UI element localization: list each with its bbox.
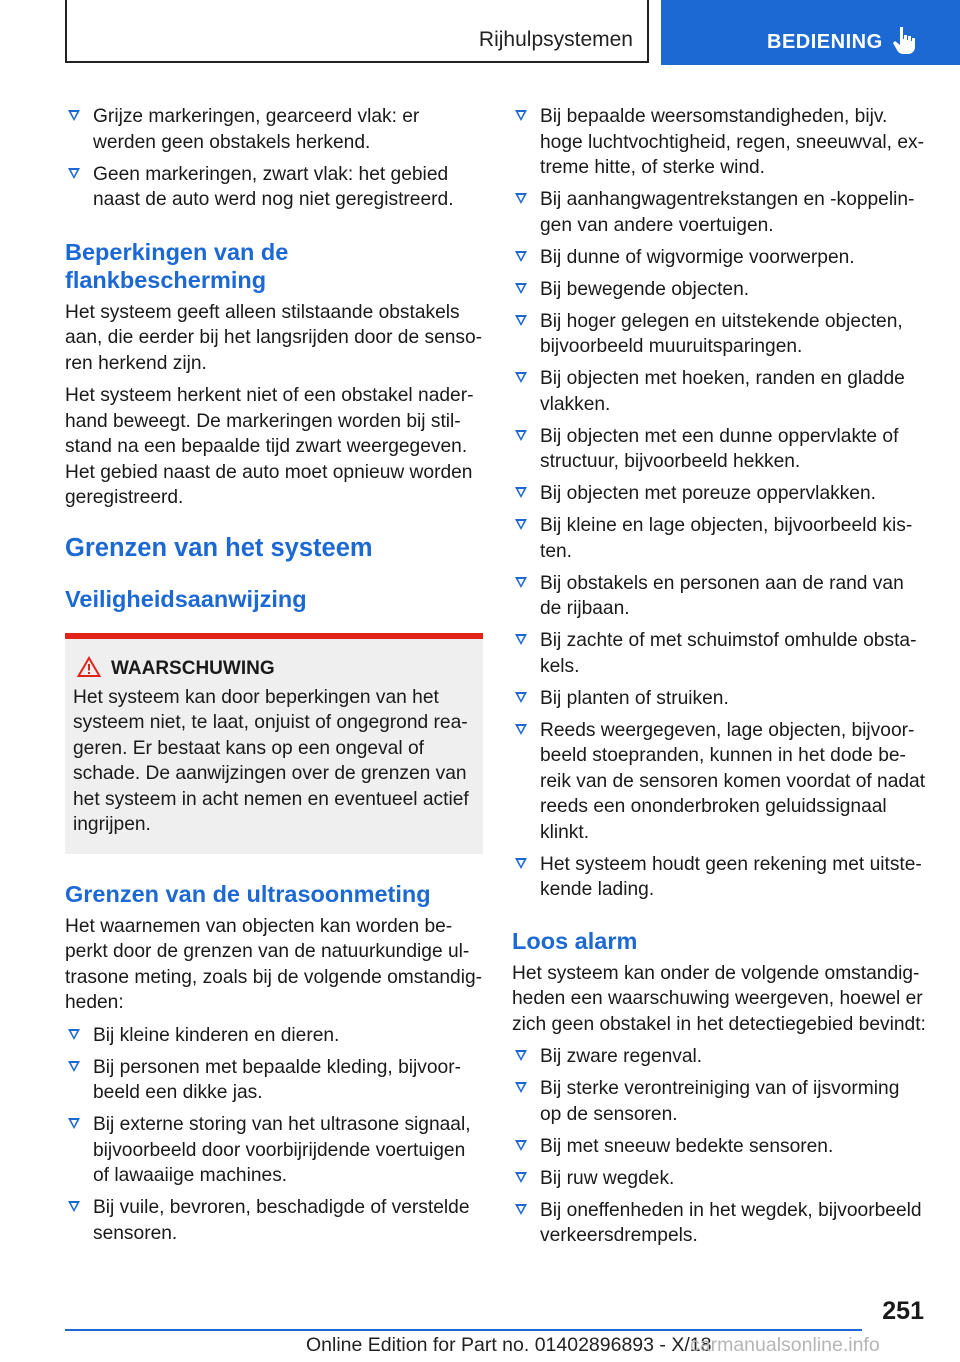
triangle-bullet-icon	[515, 724, 527, 735]
list-item: Bij ruw wegdek.	[512, 1166, 926, 1192]
list-item: Bij met sneeuw bedekte sensoren.	[512, 1134, 926, 1160]
loos-alarm-heading: Loos alarm	[512, 927, 638, 954]
triangle-bullet-icon	[515, 372, 527, 383]
list-item: Grijze markeringen, gearceerd vlak: er werden geen obstakels herkend.	[65, 104, 483, 155]
list-item: Bij obstakels en personen aan de rand van de rijbaan.	[512, 571, 926, 622]
list-item: Bij planten of struiken.	[512, 686, 926, 712]
list-item: Bij objecten met poreuze oppervlakken.	[512, 481, 926, 507]
triangle-bullet-icon	[68, 1061, 80, 1072]
list-item: Bij kleine en lage objecten, bijvoorbeeld kis-ten.	[512, 513, 926, 564]
ultra-list	[65, 1023, 483, 1247]
section-title: Rijhulpsystemen	[478, 28, 633, 51]
list-item: Het systeem houdt geen rekening met uitste-kende lading.	[512, 852, 926, 903]
list-item: Reeds weergegeven, lage objecten, bijvoor-beeld stoepranden, kunnen in het dode be-reik van de sensoren komen voordat of nadat reeds een ononderbroken geluidssignaal klinkt.	[512, 718, 926, 846]
marking-list	[65, 104, 483, 213]
veiligheid-heading: Veiligheidsaanwijzing	[65, 585, 307, 612]
ultra-heading: Grenzen van de ultrasoonmeting	[65, 880, 431, 907]
triangle-bullet-icon	[515, 1140, 527, 1151]
list-item: Bij externe storing van het ultrasone signaal, bijvoorbeeld door voorbijrijdende voertuigen of lawaaiige machines.	[65, 1112, 483, 1189]
chapter-tab	[661, 0, 960, 65]
loos-alarm-paragraph: Het systeem kan onder de volgende omstandig-heden een waarschuwing weergeven, hoewel er zich geen obstakel in het detectiegebied bevindt:	[512, 962, 926, 1035]
flank-heading: Beperkingen van de flankbescherming	[65, 238, 289, 293]
limitation-list	[512, 104, 926, 903]
list-item: Bij objecten met een dunne oppervlakte of structuur, bijvoorbeeld hekken.	[512, 424, 926, 475]
list-item: Bij zware regenval.	[512, 1044, 926, 1070]
hand-pointer-icon	[891, 25, 919, 55]
triangle-bullet-icon	[515, 577, 527, 588]
warning-text: Het systeem kan door beperkingen van het systeem niet, te laat, onjuist of ongegrond rea-geren. Er bestaat kans op een ongeval of schade. De aanwijzingen over de grenzen van het systeem in acht nemen en eventueel actief ingrijpen.	[73, 686, 469, 835]
grenzen-heading: Grenzen van het systeem	[65, 533, 373, 562]
triangle-bullet-icon	[515, 634, 527, 645]
loos-alarm-list	[512, 1044, 926, 1249]
warning-triangle-icon	[77, 656, 101, 678]
list-item: Bij kleine kinderen en dieren.	[65, 1023, 483, 1049]
triangle-bullet-icon	[515, 487, 527, 498]
watermark: carmanualsonline.info	[690, 1334, 880, 1356]
triangle-bullet-icon	[515, 858, 527, 869]
list-item: Bij dunne of wigvormige voorwerpen.	[512, 245, 926, 271]
footer-rule	[65, 1329, 862, 1331]
flank-paragraph-2: Het systeem herkent niet of een obstakel nader-hand beweegt. De markeringen worden bij stil-stand na een bepaalde tijd zwart weergegeven. Het gebied naast de auto moet opnieuw worden geregistreerd.	[65, 385, 474, 508]
triangle-bullet-icon	[515, 1204, 527, 1215]
triangle-bullet-icon	[515, 110, 527, 121]
triangle-bullet-icon	[68, 1201, 80, 1212]
list-item: Bij zachte of met schuimstof omhulde obsta-kels.	[512, 628, 926, 679]
list-item: Bij sterke verontreiniging van of ijsvorming op de sensoren.	[512, 1076, 926, 1127]
warning-box	[65, 633, 483, 854]
triangle-bullet-icon	[68, 1029, 80, 1040]
left-column	[65, 104, 483, 1253]
triangle-bullet-icon	[515, 519, 527, 530]
triangle-bullet-icon	[68, 110, 80, 121]
triangle-bullet-icon	[515, 430, 527, 441]
triangle-bullet-icon	[515, 193, 527, 204]
page-number: 251	[882, 1297, 924, 1325]
triangle-bullet-icon	[515, 1172, 527, 1183]
triangle-bullet-icon	[515, 1082, 527, 1093]
warning-title: WAARSCHUWING	[73, 657, 469, 681]
triangle-bullet-icon	[68, 168, 80, 179]
list-item: Bij personen met bepaalde kleding, bijvoor-beeld een dikke jas.	[65, 1055, 483, 1106]
list-item: Bij bewegende objecten.	[512, 277, 926, 303]
triangle-bullet-icon	[515, 315, 527, 326]
triangle-bullet-icon	[515, 1050, 527, 1061]
running-header-section	[65, 0, 649, 63]
triangle-bullet-icon	[68, 1118, 80, 1129]
list-item: Bij hoger gelegen en uitstekende objecten, bijvoorbeeld muuruitsparingen.	[512, 309, 926, 360]
ultra-paragraph: Het waarnemen van objecten kan worden be-perkt door de grenzen van de natuurkundige ul-trasone meting, zoals bij de volgende omstandig-heden:	[65, 915, 483, 1013]
list-item: Bij vuile, bevroren, beschadigde of verstelde sensoren.	[65, 1195, 483, 1246]
list-item: Bij aanhangwagentrekstangen en -koppelin-gen van andere voertuigen.	[512, 187, 926, 238]
triangle-bullet-icon	[515, 283, 527, 294]
triangle-bullet-icon	[515, 251, 527, 262]
edition-note: Online Edition for Part no. 01402896893 - X/18	[306, 1334, 712, 1356]
chapter-title: BEDIENING	[767, 31, 883, 53]
list-item: Bij objecten met hoeken, randen en gladde vlakken.	[512, 366, 926, 417]
list-item: Bij oneffenheden in het wegdek, bijvoorbeeld verkeersdrempels.	[512, 1198, 926, 1249]
triangle-bullet-icon	[515, 692, 527, 703]
list-item: Bij bepaalde weersomstandigheden, bijv. hoge luchtvochtigheid, regen, sneeuwval, ex-treme hitte, of sterke wind.	[512, 104, 926, 181]
list-item: Geen markeringen, zwart vlak: het gebied naast de auto werd nog niet geregistreerd.	[65, 162, 483, 213]
flank-paragraph-1: Het systeem geeft alleen stilstaande obstakels aan, die eerder bij het langsrijden door de senso-ren herkend zijn.	[65, 301, 483, 374]
right-column	[512, 104, 926, 1255]
